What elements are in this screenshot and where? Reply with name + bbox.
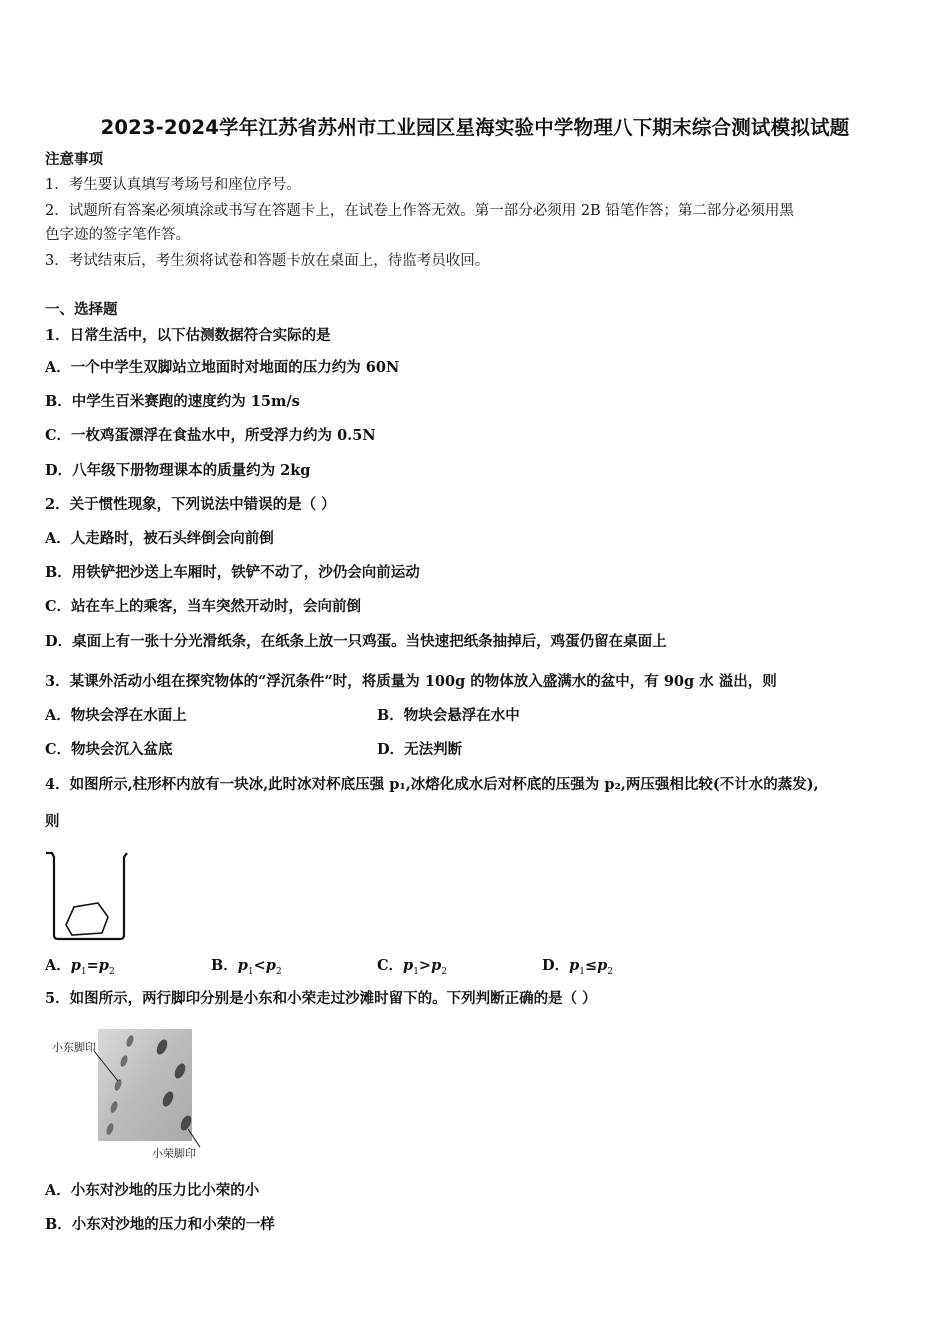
q3-stem: 3．某课外活动小组在探究物体的“浮沉条件”时，将质量为 100g 的物体放入盛满水的盆中，有 90g 水 溢出，则 [45,673,777,690]
q2-option-b: B．用铁铲把沙送上车厢时，铁铲不动了，沙仍会向前运动 [45,564,420,581]
q2-stem: 2．关于惯性现象，下列说法中错误的是（ ） [45,496,336,513]
q1-option-a: A．一个中学生双脚站立地面时对地面的压力约为 60N [45,359,400,376]
q4-option-c-left-sub: 1 [413,966,419,977]
q4-option-b [211,956,282,982]
q4-option-c-right: p [431,957,442,974]
footprints-photo-figure [48,1025,218,1160]
q4-option-b-right: p [265,957,276,974]
q3-option-a: A．物块会浮在水面上 [45,707,187,724]
q4-option-c-left: p [403,957,414,974]
figure-label-xiaorong: 小荣脚印 [152,1147,196,1160]
q3-option-b: B．物块会悬浮在水中 [377,707,520,724]
q4-stem-cont: 则 [45,813,60,830]
q4-option-a-right: p [98,957,109,974]
page-title: 2023-2024学年江苏省苏州市工业园区星海实验中学物理八下期末综合测试模拟试题 [100,116,850,139]
q1-option-c: C．一枚鸡蛋漂浮在食盐水中，所受浮力约为 0.5N [45,427,376,444]
notice-2-cont: 色字迹的签字笔作答。 [45,227,190,243]
q3-option-d: D．无法判断 [377,741,463,758]
notice-heading: 注意事项 [45,151,103,168]
q4-option-a-left-sub: 1 [80,966,87,977]
ice-cube [66,903,108,935]
q4-option-d-left: p [569,957,580,974]
q3-option-c: C．物块会沉入盆底 [45,741,173,758]
q4-option-c-rel: > [418,957,432,974]
q4-option-d [542,956,613,982]
notice-3: 3．考试结束后，考生须将试卷和答题卡放在桌面上，待监考员收回。 [45,253,490,269]
q5-option-b: B．小东对沙地的压力和小荣的一样 [45,1216,275,1233]
q4-option-a-right-sub: 2 [108,966,115,977]
q1-stem: 1．日常生活中，以下估测数据符合实际的是 [45,327,331,344]
q1-option-b: B．中学生百米赛跑的速度约为 15m/s [45,393,300,410]
q4-option-c-right-sub: 2 [441,966,447,977]
q4-option-b-right-sub: 2 [275,966,282,977]
q4-option-c [377,956,447,982]
notice-2: 2．试题所有答案必须填涂或书写在答题卡上，在试卷上作答无效。第一部分必须用 2B 铅笔作答；第二部分必须用黑 [45,203,794,219]
q4-option-a-rel: = [86,957,99,974]
q4-option-a [45,956,115,982]
q4-stem: 4．如图所示,柱形杯内放有一块冰,此时冰对杯底压强 p₁,冰熔化成水后对杯底的压强为 p₂,两压强相比较(不计水的蒸发), [45,776,819,793]
q4-option-b-rel: < [253,957,266,974]
q4-option-b-left-sub: 1 [247,966,254,977]
q4-option-a-left: p [70,957,81,974]
q4-option-b-letter: B． [211,957,238,974]
q2-option-c: C．站在车上的乘客，当车突然开动时，会向前倒 [45,598,362,615]
section-heading: 一、选择题 [45,301,118,318]
q4-option-d-right-sub: 2 [607,966,613,977]
q5-stem: 5．如图所示，两行脚印分别是小东和小荣走过沙滩时留下的。下列判断正确的是（ ） [45,990,597,1007]
figure-label-xiaodong: 小东脚印 [52,1041,96,1054]
q2-option-d: D．桌面上有一张十分光滑纸条，在纸条上放一只鸡蛋。当快速把纸条抽掉后，鸡蛋仍留在桌面上 [45,633,667,650]
q4-option-c-letter: C． [377,957,404,974]
notice-1: 1．考生要认真填写考场号和座位序号。 [45,177,301,193]
q4-option-d-rel: ≤ [584,957,598,974]
cup-with-ice-figure [44,849,130,941]
q5-option-a: A．小东对沙地的压力比小荣的小 [45,1182,260,1199]
q4-option-a-letter: A． [45,957,71,974]
q4-option-d-left-sub: 1 [579,966,585,977]
q4-option-b-left: p [237,957,248,974]
q1-option-d: D．八年级下册物理课本的质量约为 2kg [45,462,311,479]
q4-option-d-letter: D． [542,957,570,974]
q2-option-a: A．人走路时，被石头绊倒会向前倒 [45,530,274,547]
cup-outline [46,853,127,939]
q4-option-d-right: p [597,957,608,974]
